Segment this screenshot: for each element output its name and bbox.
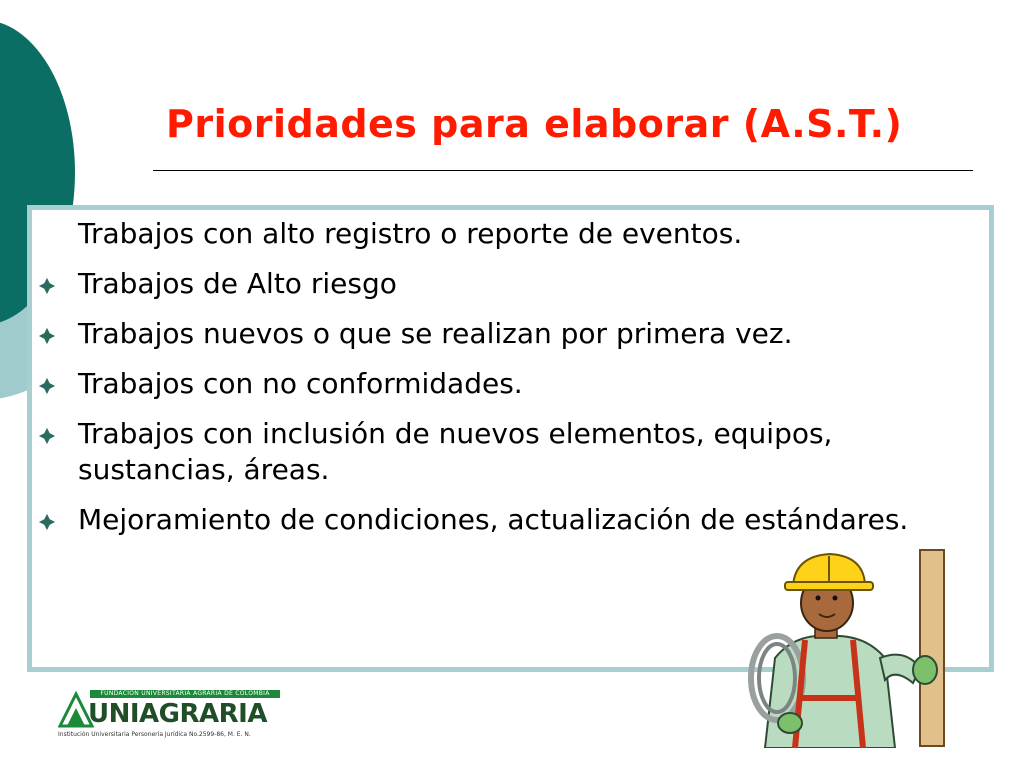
bullet-text: Trabajos de Alto riesgo bbox=[78, 267, 397, 300]
logo-sub-text: Institución Universitaria Personería Jurídica No.2599-86, M. E. N. bbox=[58, 731, 251, 738]
diamond-bullet-icon bbox=[38, 427, 56, 445]
bullet-text: Trabajos con alto registro o reporte de eventos. bbox=[78, 217, 743, 250]
bullet-item bbox=[78, 266, 968, 302]
bullet-item bbox=[78, 502, 968, 538]
bullet-item bbox=[78, 216, 968, 252]
logo-top-text: FUNDACIÓN UNIVERSITARIA AGRARIA DE COLOMBIA bbox=[90, 690, 280, 698]
bullet-text: Mejoramiento de condiciones, actualización de estándares. bbox=[78, 503, 909, 536]
bullet-item bbox=[78, 366, 968, 402]
construction-worker-illustration bbox=[735, 548, 955, 748]
diamond-bullet-icon bbox=[38, 377, 56, 395]
diamond-bullet-icon bbox=[38, 513, 56, 531]
diamond-bullet-icon bbox=[38, 327, 56, 345]
slide-title: Prioridades para elaborar (A.S.T.) bbox=[166, 102, 903, 146]
title-divider bbox=[153, 170, 973, 171]
bullet-list bbox=[78, 216, 968, 552]
bullet-item bbox=[78, 416, 968, 488]
uniagraria-logo bbox=[58, 690, 283, 740]
bullet-text: Trabajos con inclusión de nuevos elementos, equipos, sustancias, áreas. bbox=[78, 417, 833, 486]
logo-name: UNIAGRARIA bbox=[88, 699, 267, 729]
diamond-bullet-icon bbox=[38, 277, 56, 295]
bullet-text: Trabajos nuevos o que se realizan por primera vez. bbox=[78, 317, 793, 350]
bullet-item bbox=[78, 316, 968, 352]
bullet-text: Trabajos con no conformidades. bbox=[78, 367, 523, 400]
